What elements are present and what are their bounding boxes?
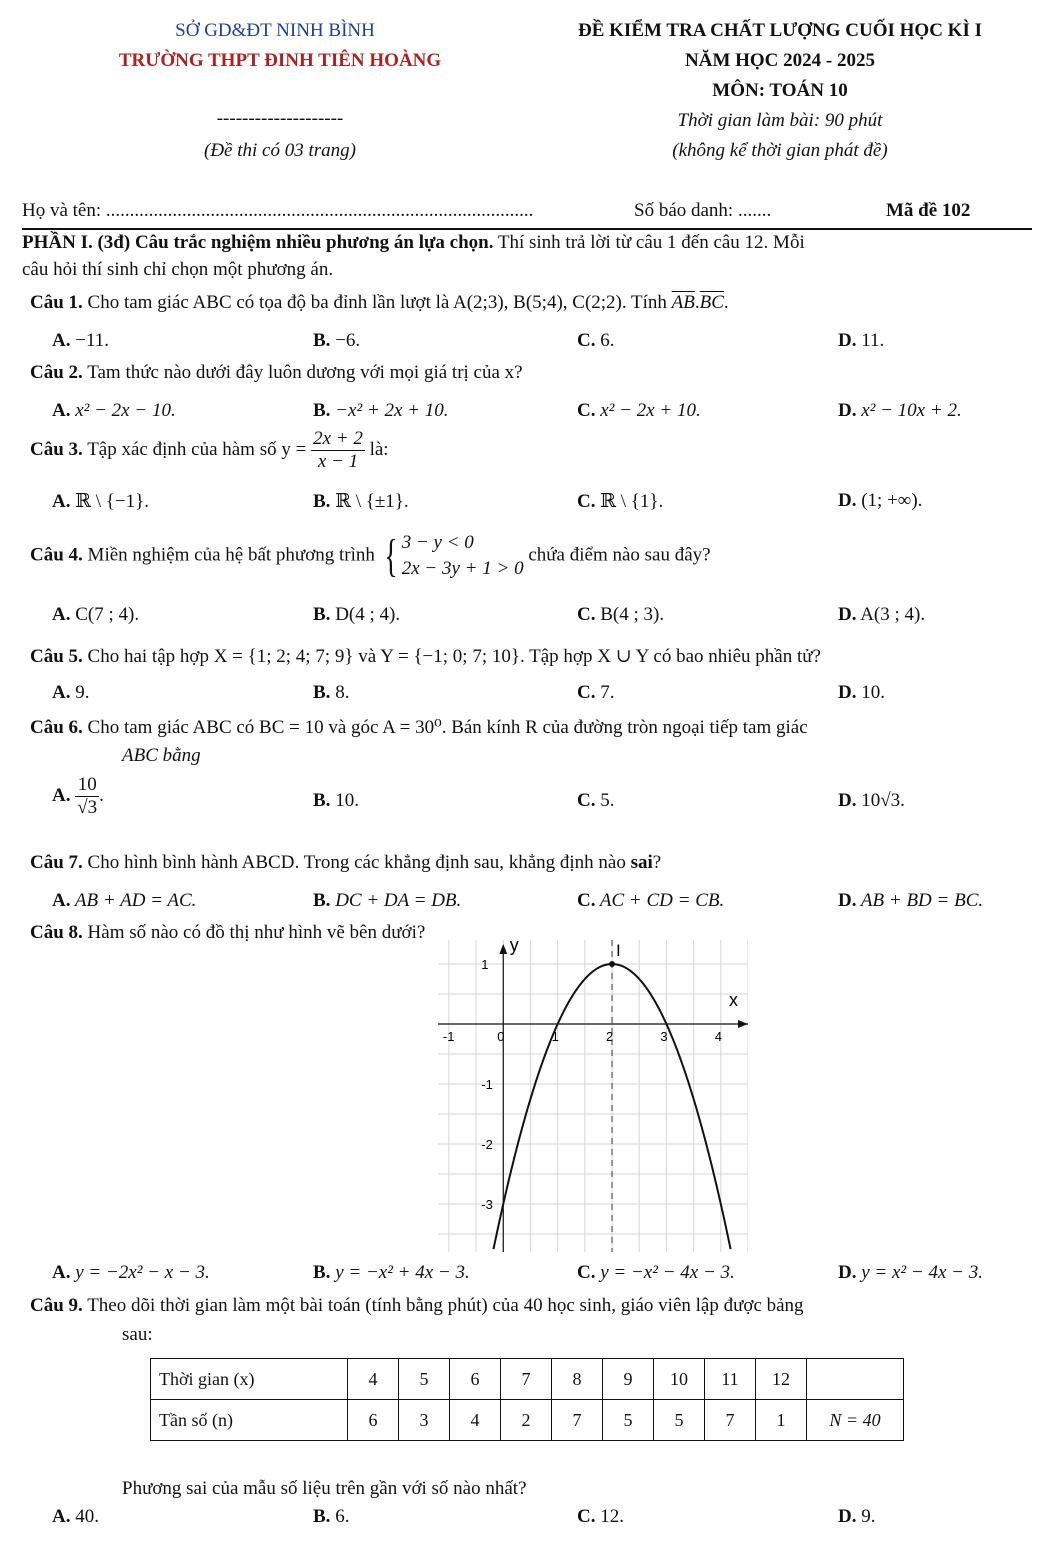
question-2: [30, 362, 523, 384]
option-letter: A.: [52, 1506, 71, 1527]
q1-option-d[interactable]: [838, 330, 884, 352]
y-tick-label: -1: [481, 1077, 493, 1092]
table-cell: 10: [654, 1359, 705, 1400]
q8-option-b[interactable]: [313, 1262, 470, 1284]
table-cell: 4: [450, 1400, 501, 1441]
school-name: TRƯỜNG THPT ĐINH TIÊN HOÀNG: [118, 50, 442, 71]
option-text: 7.: [600, 682, 615, 703]
question-8: [30, 922, 425, 944]
x-tick-label: 1: [551, 1029, 559, 1044]
question-label: Câu 4.: [30, 544, 83, 566]
option-text: AC + CD = CB.: [599, 890, 725, 911]
vector-ab: $\overline{AB}$: [671, 292, 695, 313]
option-letter: A.: [52, 491, 71, 512]
option-text: x² − 2x + 10.: [600, 400, 701, 421]
q9-option-a[interactable]: [52, 1506, 99, 1528]
table-cell: 7: [705, 1400, 756, 1441]
table-cell: 8: [552, 1359, 603, 1400]
pages-note: (Đề thi có 03 trang): [204, 140, 356, 161]
question-9: [30, 1295, 804, 1317]
vertex-label: I: [616, 941, 621, 960]
option-text: 10.: [861, 682, 885, 703]
fraction-denominator: x − 1: [317, 451, 359, 472]
q5-option-c[interactable]: [577, 682, 614, 704]
q7-option-b[interactable]: [313, 890, 461, 912]
department: SỞ GD&ĐT NINH BÌNH: [175, 20, 375, 41]
question-label: Câu 6.: [30, 717, 83, 738]
option-letter: D.: [838, 330, 857, 351]
table-row-label: Tần số (n): [151, 1400, 348, 1441]
q5-option-b[interactable]: [313, 682, 349, 704]
q6-option-b[interactable]: [313, 790, 359, 812]
option-text: 10√3.: [861, 790, 905, 811]
question-3: [30, 428, 389, 473]
part1-desc: Thí sinh trả lời từ câu 1 đến câu 12. Mỗi: [493, 232, 805, 253]
option-text: ℝ \ {±1}.: [335, 491, 409, 512]
option-text: x² − 10x + 2.: [861, 400, 962, 421]
question-text: Cho hai tập hợp X = {1; 2; 4; 7; 9} và Y = {−1; 0; 7; 10}. Tập hợp X ∪ Y có bao nhiêu phần tử?: [82, 646, 821, 667]
parabola-graph: [438, 940, 748, 1252]
x-tick-label: 4: [714, 1029, 723, 1044]
option-text: (1; +∞).: [861, 490, 923, 511]
question-label: Câu 7.: [30, 852, 83, 873]
table-row-label: Thời gian (x): [151, 1359, 348, 1400]
q9-option-d[interactable]: [838, 1506, 875, 1528]
school-year: NĂM HỌC 2024 - 2025: [685, 50, 875, 71]
option-letter: D.: [838, 400, 857, 421]
sbd-field-label: Số báo danh: .......: [634, 200, 772, 221]
question-label: Câu 8.: [30, 922, 83, 943]
table-cell: 9: [603, 1359, 654, 1400]
question-5: [30, 645, 821, 668]
option-letter: B.: [313, 1506, 331, 1527]
option-text: y = −x² + 4x − 3.: [335, 1262, 470, 1283]
q8-option-a[interactable]: [52, 1262, 210, 1284]
table-row: [151, 1400, 904, 1441]
q7-option-c[interactable]: [577, 890, 724, 912]
table-cell: N = 40: [807, 1400, 904, 1441]
question-label: Câu 3.: [30, 438, 83, 460]
q5-option-d[interactable]: [838, 682, 885, 704]
option-text: −6.: [335, 330, 361, 351]
question-end: là:: [364, 438, 389, 460]
question-label: Câu 1.: [30, 292, 83, 313]
exam-code: Mã đề 102: [886, 200, 971, 221]
q3-option-a[interactable]: [52, 490, 149, 513]
question-text: Cho tam giác ABC có BC = 10 và góc A = 30⁰. Bán kính R của đường tròn ngoại tiếp tam giác: [82, 717, 808, 738]
table-cell: 6: [348, 1400, 399, 1441]
option-letter: A.: [52, 604, 71, 625]
option-letter: C.: [577, 790, 596, 811]
option-letter: B.: [313, 682, 331, 703]
table-cell: 11: [705, 1359, 756, 1400]
question-label: Câu 5.: [30, 646, 83, 667]
inequality-1: 3 − y < 0: [401, 532, 474, 553]
option-text: 10.: [335, 790, 359, 811]
q1-option-a[interactable]: [52, 330, 109, 352]
exam-time-note: (không kể thời gian phát đề): [672, 140, 888, 161]
option-text: 40.: [75, 1506, 99, 1527]
option-letter: B.: [313, 604, 331, 625]
vector-bc: $\overline{BC}$: [699, 292, 724, 313]
y-tick-label: -2: [481, 1137, 493, 1152]
table-row: [151, 1359, 904, 1400]
option-letter: C.: [577, 604, 596, 625]
option-text: y = x² − 4x − 3.: [861, 1262, 983, 1283]
q7-option-d[interactable]: [838, 890, 983, 912]
table-cell: 1: [756, 1400, 807, 1441]
option-letter: B.: [313, 790, 331, 811]
option-letter: B.: [313, 1262, 331, 1283]
y-tick-label: 1: [481, 957, 489, 972]
x-tick-label: 2: [606, 1029, 614, 1044]
table-cell: 7: [552, 1400, 603, 1441]
question-1: [30, 292, 729, 314]
q6-option-c[interactable]: [577, 790, 614, 812]
option-text: 12.: [600, 1506, 624, 1527]
subject: MÔN: TOÁN 10: [712, 80, 848, 101]
option-text: DC + DA = DB.: [335, 890, 462, 911]
option-text: 6.: [600, 330, 615, 351]
inequality-2: 2x − 3y + 1 > 0: [401, 558, 524, 579]
part1-title: PHẦN I. (3đ) Câu trắc nghiệm nhiều phương án lựa chọn.: [22, 232, 494, 253]
q9-option-c[interactable]: [577, 1506, 624, 1528]
option-letter: C.: [577, 682, 596, 703]
option-text: AB + BD = BC.: [860, 890, 984, 911]
option-letter: C.: [577, 1506, 596, 1527]
option-letter: D.: [838, 490, 857, 511]
q2-option-b[interactable]: [313, 400, 448, 422]
question-text: Tập xác định của hàm số y =: [82, 438, 312, 460]
system-brace: {: [384, 530, 398, 581]
fraction: [311, 428, 365, 473]
part1-desc-line2: câu hỏi thí sinh chỉ chọn một phương án.: [22, 259, 334, 280]
option-text: 11.: [861, 330, 885, 351]
option-letter: D.: [838, 604, 857, 625]
option-text: 9.: [75, 682, 90, 703]
q3-option-d[interactable]: [838, 490, 922, 512]
header-divider: [22, 228, 1032, 230]
question-end: chứa điểm nào sau đây?: [523, 544, 711, 566]
option-letter: A.: [52, 682, 71, 703]
q7-option-a[interactable]: [52, 890, 196, 912]
option-text: D(4 ; 4).: [335, 604, 401, 625]
fraction-numerator: 10: [75, 774, 99, 797]
option-letter: A.: [52, 784, 71, 806]
question-6: [30, 716, 808, 739]
q9-option-b[interactable]: [313, 1506, 349, 1528]
question-9-line2: sau:: [122, 1324, 153, 1345]
option-text: 6.: [335, 1506, 350, 1527]
q4-option-b[interactable]: [313, 604, 400, 626]
option-text: 9.: [861, 1506, 876, 1527]
fraction-denominator: √3: [77, 797, 98, 818]
option-text: −11.: [75, 330, 109, 351]
q3-option-b[interactable]: [313, 490, 409, 513]
question-text: Cho tam giác ABC có tọa độ ba đỉnh lần lượt là A(2;3), B(5;4), C(2;2). Tính: [82, 292, 672, 313]
y-axis-label: y: [509, 940, 519, 955]
option-text: .: [99, 784, 104, 806]
option-letter: D.: [838, 682, 857, 703]
table-cell: 5: [603, 1400, 654, 1441]
q6-option-a[interactable]: [52, 774, 104, 819]
table-cell: 5: [654, 1400, 705, 1441]
option-text: y = −2x² − x − 3.: [75, 1262, 210, 1283]
header-dashes: --------------------: [216, 108, 344, 129]
question-text: Cho hình bình hành ABCD. Trong các khẳng định sau, khẳng định nào: [82, 852, 631, 873]
exam-title: ĐỀ KIỂM TRA CHẤT LƯỢNG CUỐI HỌC KÌ I: [578, 20, 982, 41]
q8-option-c[interactable]: [577, 1262, 735, 1284]
option-letter: A.: [52, 890, 71, 911]
x-tick-label: -1: [442, 1029, 455, 1044]
option-text: 8.: [335, 682, 350, 703]
q1-option-b[interactable]: [313, 330, 360, 352]
question-end: .: [723, 292, 729, 313]
option-letter: B.: [313, 491, 331, 512]
option-letter: C.: [577, 491, 596, 512]
table-cell: 7: [501, 1359, 552, 1400]
option-letter: D.: [838, 1506, 857, 1527]
option-letter: A.: [52, 400, 71, 421]
q2-option-d[interactable]: [838, 400, 962, 422]
option-letter: A.: [52, 1262, 71, 1283]
table-cell: 2: [501, 1400, 552, 1441]
option-text: x² − 2x − 10.: [75, 400, 176, 421]
q2-option-a[interactable]: [52, 400, 176, 422]
table-cell: 3: [399, 1400, 450, 1441]
question-label: Câu 9.: [30, 1295, 83, 1316]
y-tick-label: -3: [481, 1197, 493, 1212]
option-letter: D.: [838, 890, 857, 911]
option-letter: B.: [313, 400, 331, 421]
frequency-table: [150, 1358, 904, 1441]
q4-option-d[interactable]: [838, 604, 925, 626]
x-axis-arrow: [738, 1020, 748, 1028]
dot-sign: .: [694, 292, 700, 313]
question-7: [30, 852, 661, 874]
x-tick-label: 0: [497, 1029, 505, 1044]
option-text: B(4 ; 3).: [600, 604, 665, 625]
exam-time: Thời gian làm bài: 90 phút: [677, 110, 883, 131]
question-text: Hàm số nào có đồ thị như hình vẽ bên dưới?: [82, 922, 426, 943]
q4-option-a[interactable]: [52, 604, 139, 626]
option-letter: C.: [577, 400, 596, 421]
inequality-system: [402, 530, 524, 582]
emphasis-word: sai: [630, 852, 653, 873]
option-text: C(7 ; 4).: [75, 604, 140, 625]
q4-option-c[interactable]: [577, 604, 664, 626]
option-text: y = −x² − 4x − 3.: [600, 1262, 735, 1283]
option-text: 5.: [600, 790, 615, 811]
question-4: [30, 530, 711, 582]
q8-option-d[interactable]: [838, 1262, 983, 1284]
option-letter: B.: [313, 330, 331, 351]
q5-option-a[interactable]: [52, 682, 89, 704]
table-cell: 5: [399, 1359, 450, 1400]
option-letter: C.: [577, 330, 596, 351]
question-text: Miền nghiệm của hệ bất phương trình: [82, 544, 380, 566]
x-axis-label: x: [728, 990, 738, 1010]
y-axis-arrow: [499, 944, 507, 954]
option-letter: B.: [313, 890, 331, 911]
q3-option-c[interactable]: [577, 490, 663, 513]
question-label: Câu 2.: [30, 362, 83, 383]
option-letter: D.: [838, 1262, 857, 1283]
table-cell: 12: [756, 1359, 807, 1400]
option-text: AB + AD = AC.: [74, 890, 197, 911]
name-field-label: Họ và tên: ..........................................................................................: [22, 200, 534, 221]
table-cell: [807, 1359, 904, 1400]
vertex-point: [609, 961, 615, 967]
x-tick-label: 3: [660, 1029, 668, 1044]
table-cell: 4: [348, 1359, 399, 1400]
option-letter: C.: [577, 890, 596, 911]
question-9-prompt: Phương sai của mẫu số liệu trên gần với số nào nhất?: [122, 1478, 527, 1499]
q6-option-d[interactable]: [838, 790, 905, 812]
option-text: ℝ \ {1}.: [600, 491, 664, 512]
option-text: −x² + 2x + 10.: [335, 400, 449, 421]
q2-option-c[interactable]: [577, 400, 701, 422]
option-fraction: [75, 774, 99, 819]
option-text: ℝ \ {−1}.: [75, 491, 150, 512]
q1-option-c[interactable]: [577, 330, 614, 352]
question-text: Theo dõi thời gian làm một bài toán (tính bằng phút) của 40 học sinh, giáo viên lập được bảng: [82, 1295, 804, 1316]
fraction-numerator: 2x + 2: [313, 428, 363, 449]
question-text: Tam thức nào dưới đây luôn dương với mọi giá trị của x?: [82, 362, 523, 383]
option-letter: D.: [838, 790, 857, 811]
part1-intro: [22, 232, 805, 254]
question-6-line2: ABC bằng: [122, 745, 201, 766]
question-end: ?: [652, 852, 662, 873]
option-letter: A.: [52, 330, 71, 351]
option-letter: C.: [577, 1262, 596, 1283]
table-cell: 6: [450, 1359, 501, 1400]
option-text: A(3 ; 4).: [860, 604, 926, 625]
